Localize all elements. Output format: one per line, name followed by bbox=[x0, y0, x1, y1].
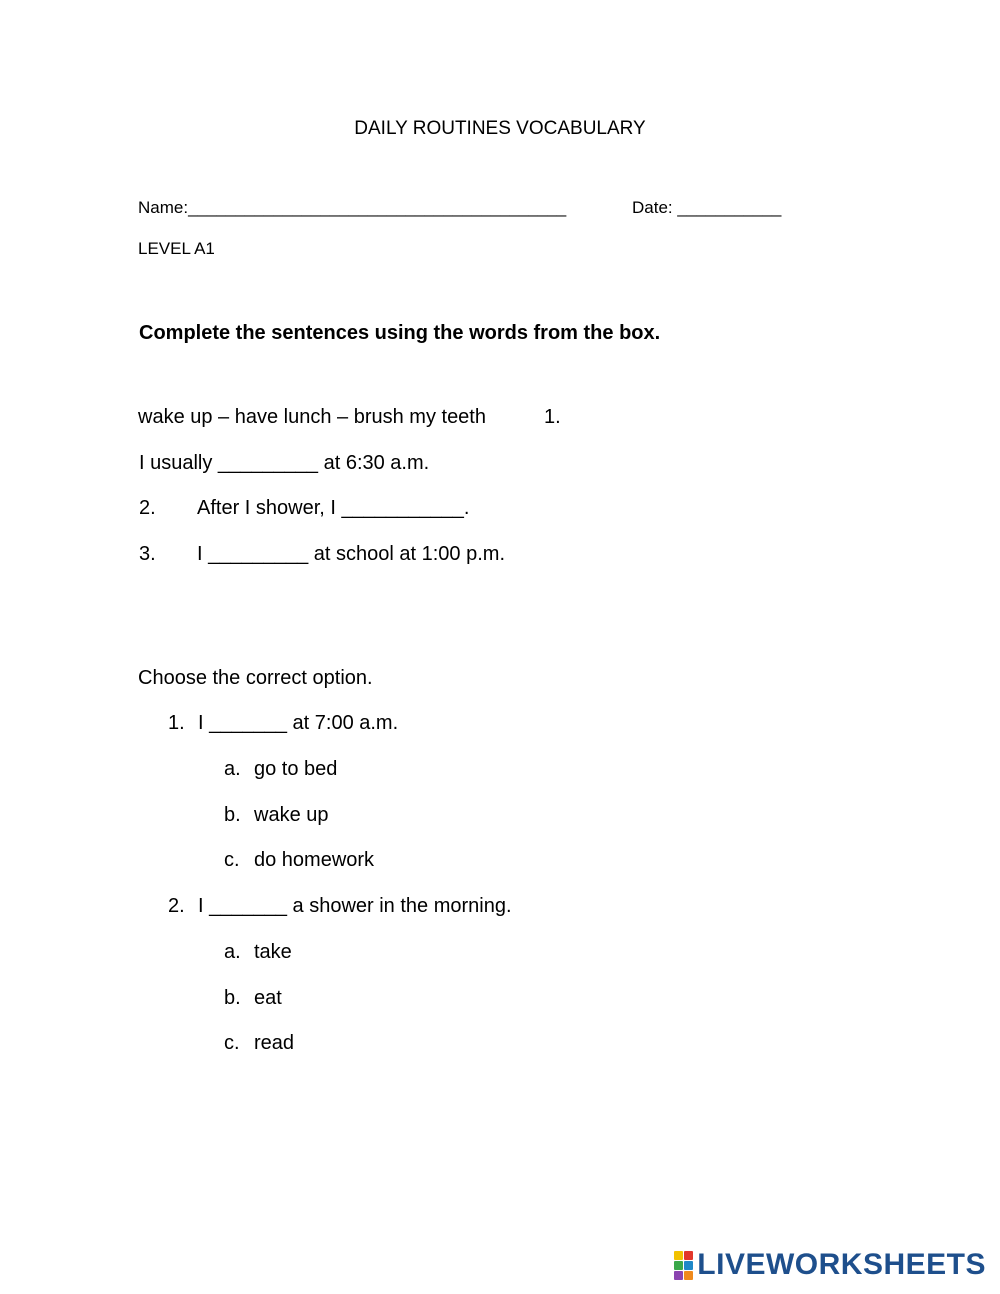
worksheet-title: DAILY ROUTINES VOCABULARY bbox=[354, 118, 646, 139]
level-label: LEVEL A1 bbox=[138, 239, 215, 258]
option-eat[interactable]: eat bbox=[254, 987, 282, 1009]
sentence-2[interactable]: After I shower, I ___________. bbox=[197, 497, 470, 519]
section1-heading: Complete the sentences using the words from the box. bbox=[139, 322, 661, 344]
option-read[interactable]: read bbox=[254, 1032, 295, 1054]
option-letter: a. bbox=[224, 941, 241, 963]
section2-heading: Choose the correct option. bbox=[138, 667, 373, 689]
logo-square bbox=[684, 1261, 693, 1270]
option-wake-up[interactable]: wake up bbox=[254, 804, 329, 826]
option-go-to-bed[interactable]: go to bed bbox=[254, 758, 338, 780]
option-letter: b. bbox=[224, 987, 241, 1009]
item-number: 3. bbox=[139, 543, 156, 565]
logo-square bbox=[674, 1271, 683, 1280]
option-letter: c. bbox=[224, 849, 240, 871]
question-number: 1. bbox=[168, 712, 185, 734]
logo-square bbox=[674, 1261, 683, 1270]
date-field[interactable]: Date: ___________ bbox=[632, 198, 782, 217]
logo-square bbox=[684, 1251, 693, 1260]
logo-mark-icon bbox=[674, 1251, 693, 1280]
question-number: 2. bbox=[168, 895, 185, 917]
question-1: I _______ at 7:00 a.m. bbox=[198, 712, 399, 734]
logo-text: LIVEWORKSHEETS bbox=[697, 1248, 986, 1281]
option-letter: c. bbox=[224, 1032, 240, 1054]
option-take[interactable]: take bbox=[254, 941, 292, 963]
option-letter: a. bbox=[224, 758, 241, 780]
logo-square bbox=[684, 1271, 693, 1280]
question-2: I _______ a shower in the morning. bbox=[198, 895, 512, 917]
option-do-homework[interactable]: do homework bbox=[254, 849, 375, 871]
logo-square bbox=[674, 1251, 683, 1260]
item-number: 2. bbox=[139, 497, 156, 519]
name-field[interactable]: Name:________________________________________ bbox=[138, 198, 567, 217]
sentence-3[interactable]: I _________ at school at 1:00 p.m. bbox=[197, 543, 505, 565]
liveworksheets-logo bbox=[674, 1248, 986, 1282]
sentence-1[interactable]: I usually _________ at 6:30 a.m. bbox=[139, 452, 430, 474]
item-number: 1. bbox=[544, 406, 561, 428]
word-box: wake up – have lunch – brush my teeth bbox=[138, 406, 486, 428]
option-letter: b. bbox=[224, 804, 241, 826]
